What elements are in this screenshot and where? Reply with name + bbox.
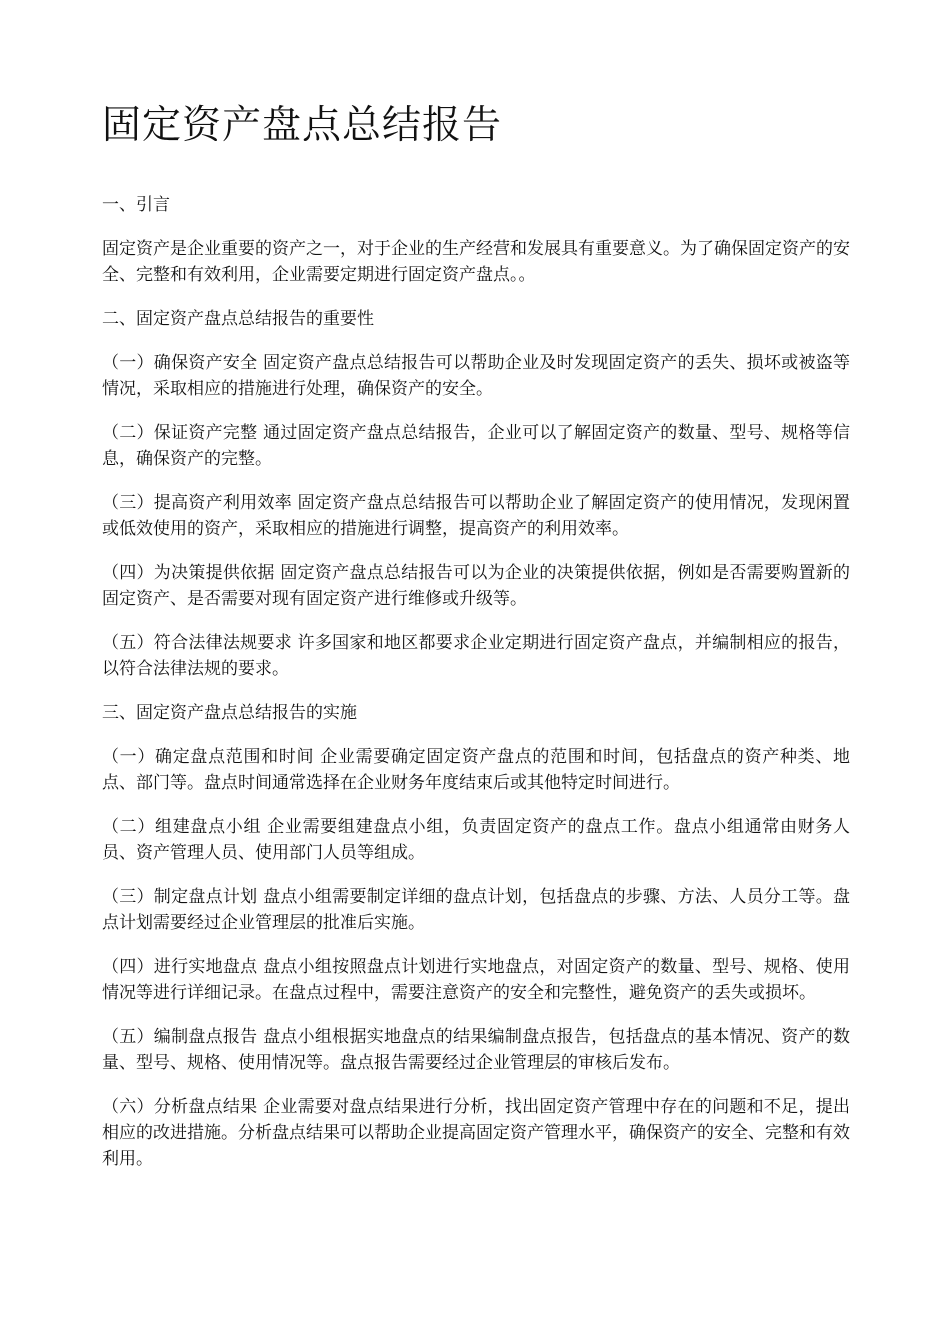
paragraph: （三）制定盘点计划 盘点小组需要制定详细的盘点计划，包括盘点的步骤、方法、人员分工等。盘点计划需要经过企业管理层的批准后实施。 bbox=[102, 887, 850, 933]
paragraph: （二）组建盘点小组 企业需要组建盘点小组，负责固定资产的盘点工作。盘点小组通常由财务人员、资产管理人员、使用部门人员等组成。 bbox=[102, 817, 850, 863]
document-body bbox=[102, 192, 850, 1190]
paragraph: （三）提高资产利用效率 固定资产盘点总结报告可以帮助企业了解固定资产的使用情况，发现闲置或低效使用的资产，采取相应的措施进行调整，提高资产的利用效率。 bbox=[102, 493, 850, 539]
paragraph: （二）保证资产完整 通过固定资产盘点总结报告，企业可以了解固定资产的数量、型号、规格等信息，确保资产的完整。 bbox=[102, 423, 850, 469]
paragraph: （四）进行实地盘点 盘点小组按照盘点计划进行实地盘点，对固定资产的数量、型号、规格、使用情况等进行详细记录。在盘点过程中，需要注意资产的安全和完整性，避免资产的丢失或损坏。 bbox=[102, 957, 850, 1003]
paragraph: （六）分析盘点结果 企业需要对盘点结果进行分析，找出固定资产管理中存在的问题和不足，提出相应的改进措施。分析盘点结果可以帮助企业提高固定资产管理水平，确保资产的安全、完整和有效利用。 bbox=[102, 1097, 850, 1169]
paragraph: （一）确保资产安全 固定资产盘点总结报告可以帮助企业及时发现固定资产的丢失、损坏或被盗等情况，采取相应的措施进行处理，确保资产的安全。 bbox=[102, 353, 850, 399]
paragraph: （五）符合法律法规要求 许多国家和地区都要求企业定期进行固定资产盘点，并编制相应的报告，以符合法律法规的要求。 bbox=[102, 633, 850, 679]
paragraph: 固定资产是企业重要的资产之一，对于企业的生产经营和发展具有重要意义。为了确保固定资产的安全、完整和有效利用，企业需要定期进行固定资产盘点。。 bbox=[102, 239, 850, 285]
section-heading-intro: 一、引言 bbox=[102, 195, 170, 215]
paragraph: （五）编制盘点报告 盘点小组根据实地盘点的结果编制盘点报告，包括盘点的基本情况、资产的数量、型号、规格、使用情况等。盘点报告需要经过企业管理层的审核后发布。 bbox=[102, 1027, 850, 1073]
section-heading-implementation: 三、固定资产盘点总结报告的实施 bbox=[102, 703, 357, 723]
document-title: 固定资产盘点总结报告 bbox=[102, 103, 503, 148]
section-heading-importance: 二、固定资产盘点总结报告的重要性 bbox=[102, 309, 374, 329]
paragraph: （一）确定盘点范围和时间 企业需要确定固定资产盘点的范围和时间，包括盘点的资产种类、地点、部门等。盘点时间通常选择在企业财务年度结束后或其他特定时间进行。 bbox=[102, 747, 850, 793]
paragraph: （四）为决策提供依据 固定资产盘点总结报告可以为企业的决策提供依据，例如是否需要购置新的固定资产、是否需要对现有固定资产进行维修或升级等。 bbox=[102, 563, 850, 609]
